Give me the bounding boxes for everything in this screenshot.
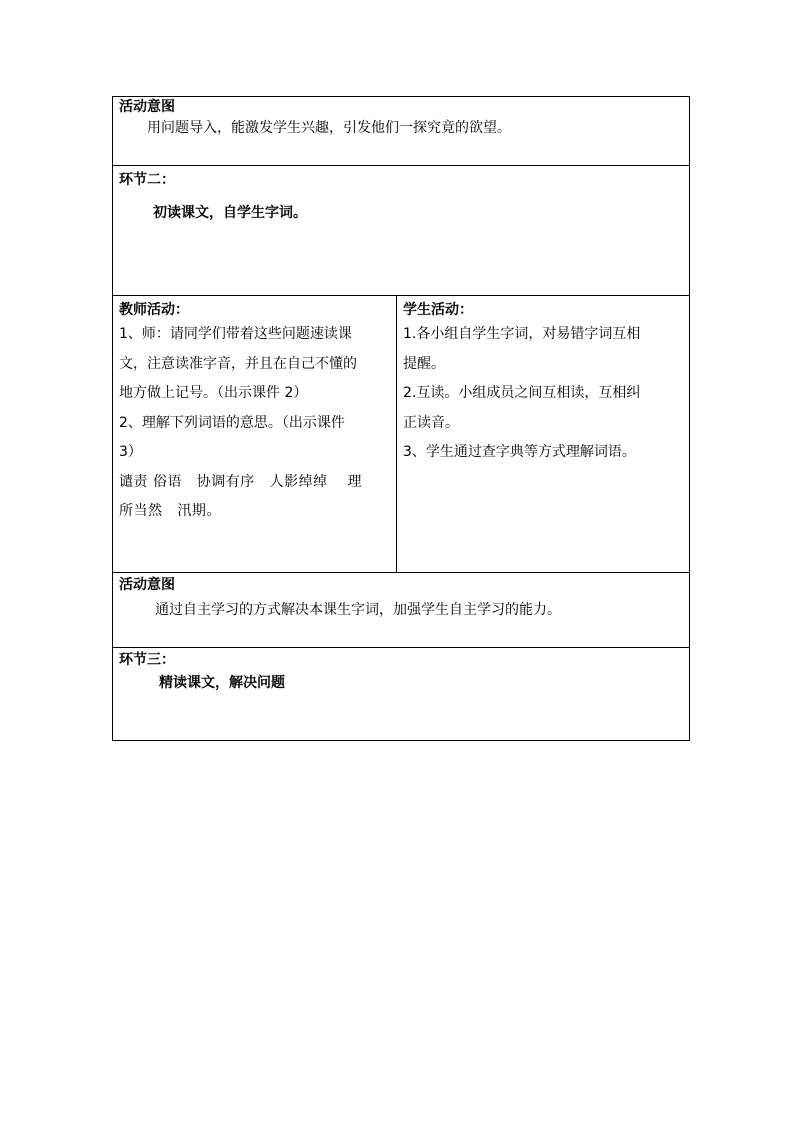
activity-intent-cell-1 (113, 97, 690, 166)
step-two-cell (113, 166, 690, 296)
step-three-text: 精读课文，解决问题 (159, 675, 285, 691)
student-activity-line: 正读音。 (403, 414, 459, 431)
activity-intent-cell-2 (113, 573, 690, 648)
teacher-activity-line: 地方做上记号。（出示课件 2） (119, 385, 308, 401)
step-three-row (113, 648, 690, 741)
student-activity-line: 3、学生通过查字典等方式理解词语。 (403, 444, 636, 460)
activity-intent-text-1: 用问题导入，能激发学生兴趣，引发他们一探究竟的欲望。 (147, 120, 511, 136)
student-activity-line: 2.互读。小组成员之间互相读，互相纠 (403, 385, 641, 401)
vocabulary-words-line: 谴责 俗语 协调有序 人影绰绰 理 (119, 473, 362, 490)
student-activity-line: 提醒。 (403, 355, 445, 372)
teacher-activity-line: 3） (119, 444, 142, 460)
activity-intent-row-2 (113, 573, 690, 648)
step-two-row (113, 166, 690, 296)
teacher-activity-heading: 教师活动： (119, 302, 189, 318)
step-three-cell (113, 648, 690, 741)
activities-row (113, 296, 690, 573)
lesson-plan-table (112, 96, 690, 741)
activity-intent-heading-1: 活动意图 (119, 99, 175, 115)
teacher-activity-line: 2、理解下列词语的意思。（出示课件 (119, 414, 345, 431)
activity-intent-text-2: 通过自主学习的方式解决本课生字词，加强学生自主学习的能力。 (155, 602, 561, 618)
student-activity-line: 1.各小组自学生字词，对易错字词互相 (403, 326, 641, 342)
teacher-activity-line: 1、师：请同学们带着这些问题速读课 (119, 326, 352, 342)
student-activity-cell (397, 296, 690, 573)
student-activity-heading: 学生活动： (403, 302, 473, 318)
vocabulary-words-line: 所当然 汛期。 (119, 503, 221, 519)
step-two-text: 初读课文，自学生字词。 (153, 205, 307, 221)
activity-intent-heading-2: 活动意图 (119, 577, 175, 593)
step-three-heading: 环节三： (119, 652, 175, 668)
step-two-heading: 环节二： (119, 172, 175, 188)
activity-intent-row-1 (113, 97, 690, 166)
teacher-activity-cell (113, 296, 397, 573)
teacher-activity-line: 文，注意读准字音，并且在自己不懂的 (119, 355, 357, 372)
